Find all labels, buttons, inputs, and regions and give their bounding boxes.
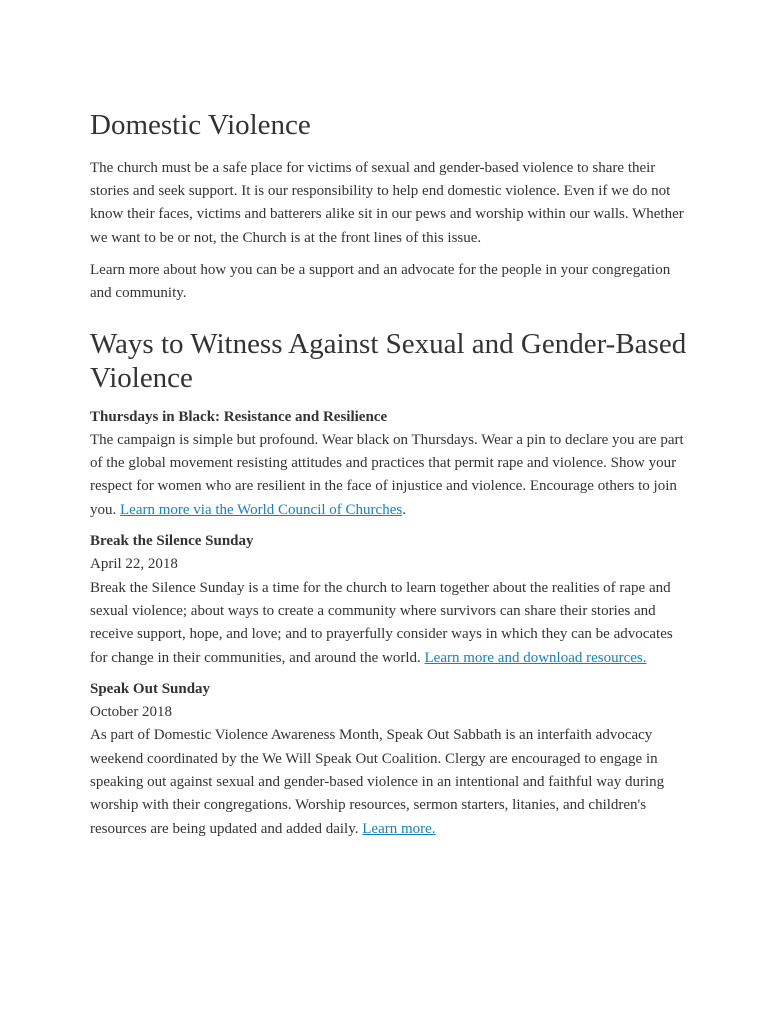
section-heading: Ways to Witness Against Sexual and Gender-Based Violence	[90, 327, 687, 394]
item-body	[90, 429, 690, 522]
item-date: April 22, 2018	[90, 556, 178, 573]
item-speak-out-sunday	[90, 678, 690, 841]
item-body	[90, 724, 690, 840]
item-title: Break the Silence Sunday	[90, 533, 254, 550]
item-body-text: The campaign is simple but profound. Wear black on Thursdays. Wear a pin to declare you are part of the global movement resisting attitudes and practices that permit rape and violence. Show your respect for women who are resilient in the face of injustice and violence. Encourage others to join you.	[90, 431, 684, 518]
item-break-the-silence	[90, 530, 690, 670]
item-body	[90, 577, 690, 670]
speak-out-learn-more-link[interactable]: Learn more.	[362, 820, 436, 837]
item-thursdays-in-black	[90, 406, 690, 522]
item-body-text: As part of Domestic Violence Awareness Month, Speak Out Sabbath is an interfaith advocacy weekend coordinated by the We Will Speak Out Coalition. Clergy are encouraged to engage in speaking out against sexual and gender-based violence in an intentional and faithful way during worship with their congregations. Worship resources, sermon starters, litanies, and children's resources are being updated and added daily.	[90, 727, 665, 837]
intro-paragraph-2: Learn more about how you can be a support and an advocate for the people in your congregation and community.	[90, 261, 671, 302]
item-date: October 2018	[90, 704, 173, 721]
download-resources-link[interactable]: Learn more and download resources.	[424, 649, 647, 666]
item-title: Thursdays in Black: Resistance and Resilience	[90, 408, 388, 425]
wcc-learn-more-link[interactable]: Learn more via the World Council of Churches	[120, 501, 403, 518]
item-body-text: Break the Silence Sunday is a time for the church to learn together about the realities of rape and sexual violence; about ways to create a community where survivors can share their stories and receive support, hope, and love; and to prayerfully consider ways in which they can be advocates for change in their communities, and around the world.	[90, 579, 673, 666]
page-title: Domestic Violence	[90, 109, 311, 141]
item-title: Speak Out Sunday	[90, 680, 211, 697]
item-body-trailing: .	[402, 501, 406, 518]
document-page	[90, 108, 690, 849]
intro-paragraph-1: The church must be a safe place for victims of sexual and gender-based violence to share their stories and seek support. It is our responsibility to help end domestic violence. Even if we do not know their faces, victims and batterers alike sit in our pews and worship within our walls. Whether we want to be or not, the Church is at the front lines of this issue.	[90, 159, 684, 246]
